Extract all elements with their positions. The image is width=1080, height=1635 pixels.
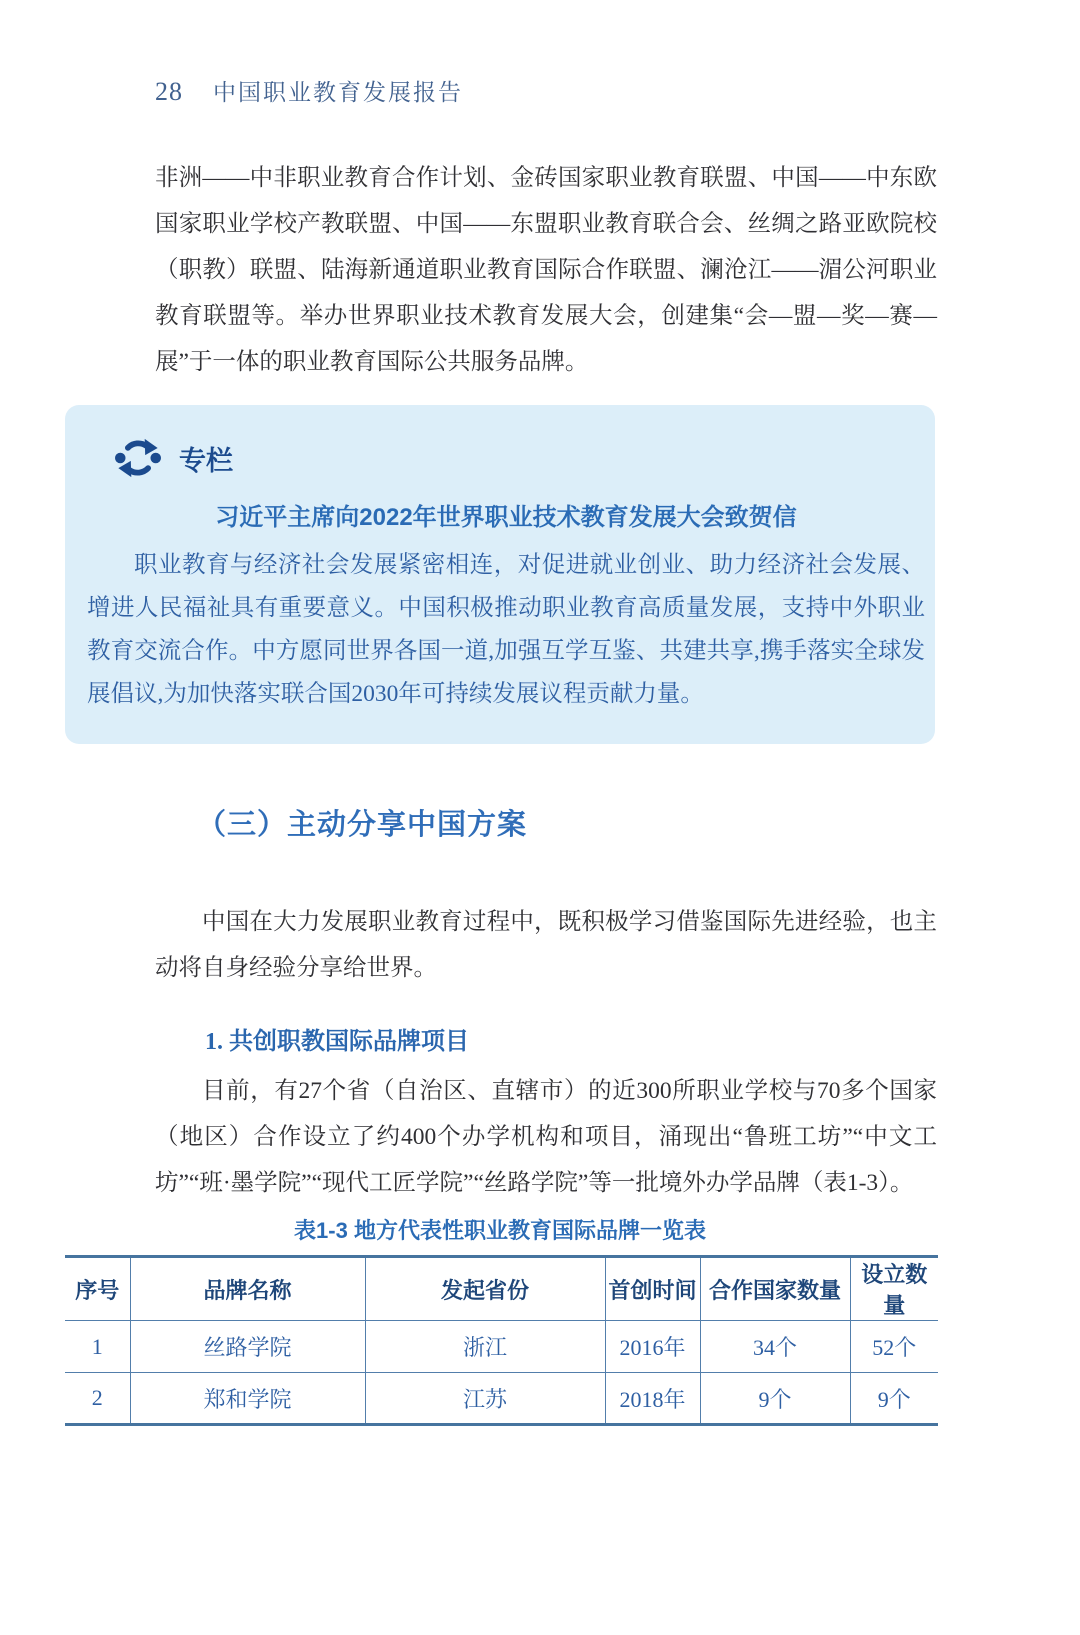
column-box-label: 专栏 [179, 445, 233, 476]
sync-arrows-icon [115, 435, 161, 481]
cell-partner-countries: 9个 [700, 1373, 850, 1425]
col-header-index: 序号 [65, 1257, 130, 1321]
cell-brand-name: 郑和学院 [130, 1373, 365, 1425]
paragraph-brand-statistics: 目前，有27个省（自治区、直辖市）的近300所职业学校与70多个国家（地区）合作设立了约400个办学机构和项目，涌现出“鲁班工坊”“中文工坊”“班·墨学院”“现代工匠学院”“丝路学院”等一批境外办学品牌（表1-3）。 [155, 1078, 937, 1196]
column-callout-box [65, 405, 935, 744]
cell-established-count: 52个 [850, 1321, 938, 1373]
paragraph-international-alliances: 非洲——中非职业教育合作计划、金砖国家职业教育联盟、中国——中东欧国家职业学校产教联盟、中国——东盟职业教育联合会、丝绸之路亚欧院校（职教）联盟、陆海新通道职业教育国际合作联盟、澜沧江——湄公河职业教育联盟等。举办世界职业技术教育发展大会，创建集“会—盟—奖—赛—展”于一体的职业教育国际公共服务品牌。 [155, 165, 937, 375]
brands-table [65, 1255, 938, 1426]
col-header-founding-time: 首创时间 [605, 1257, 700, 1321]
report-title: 中国职业教育发展报告 [213, 80, 463, 105]
cell-founding-time: 2018年 [605, 1373, 700, 1425]
col-header-established-count: 设立数量 [850, 1257, 938, 1321]
section-heading: （三）主动分享中国方案 [197, 809, 528, 841]
cell-established-count: 9个 [850, 1373, 938, 1425]
col-header-brand-name: 品牌名称 [130, 1257, 365, 1321]
cell-founding-time: 2016年 [605, 1321, 700, 1373]
cell-index: 1 [65, 1321, 130, 1373]
col-header-province: 发起省份 [365, 1257, 605, 1321]
table-row [65, 1321, 938, 1373]
column-box-heading: 习近平主席向2022年世界职业技术教育发展大会致贺信 [215, 504, 797, 531]
cell-province: 浙江 [365, 1321, 605, 1373]
cell-province: 江苏 [365, 1373, 605, 1425]
sub-heading-brand-projects: 1. 共创职教国际品牌项目 [205, 1029, 469, 1055]
col-header-partner-countries: 合作国家数量 [700, 1257, 850, 1321]
cell-index: 2 [65, 1373, 130, 1425]
cell-partner-countries: 34个 [700, 1321, 850, 1373]
table-row [65, 1373, 938, 1425]
cell-brand-name: 丝路学院 [130, 1321, 365, 1373]
page-number: 28 [155, 77, 183, 106]
page-header [155, 74, 1080, 107]
paragraph-share-experience: 中国在大力发展职业教育过程中，既积极学习借鉴国际先进经验，也主动将自身经验分享给世界。 [155, 909, 937, 981]
table-header-row [65, 1257, 938, 1321]
table-caption: 表1-3 地方代表性职业教育国际品牌一览表 [294, 1218, 706, 1243]
column-box-header [115, 435, 925, 481]
column-box-body-text: 职业教育与经济社会发展紧密相连，对促进就业创业、助力经济社会发展、增进人民福祉具有重要意义。中国积极推动职业教育高质量发展，支持中外职业教育交流合作。中方愿同世界各国一道,加强互学互鉴、共建共享,携手落实全球发展倡议,为加快落实联合国2030年可持续发展议程贡献力量。 [87, 552, 925, 707]
